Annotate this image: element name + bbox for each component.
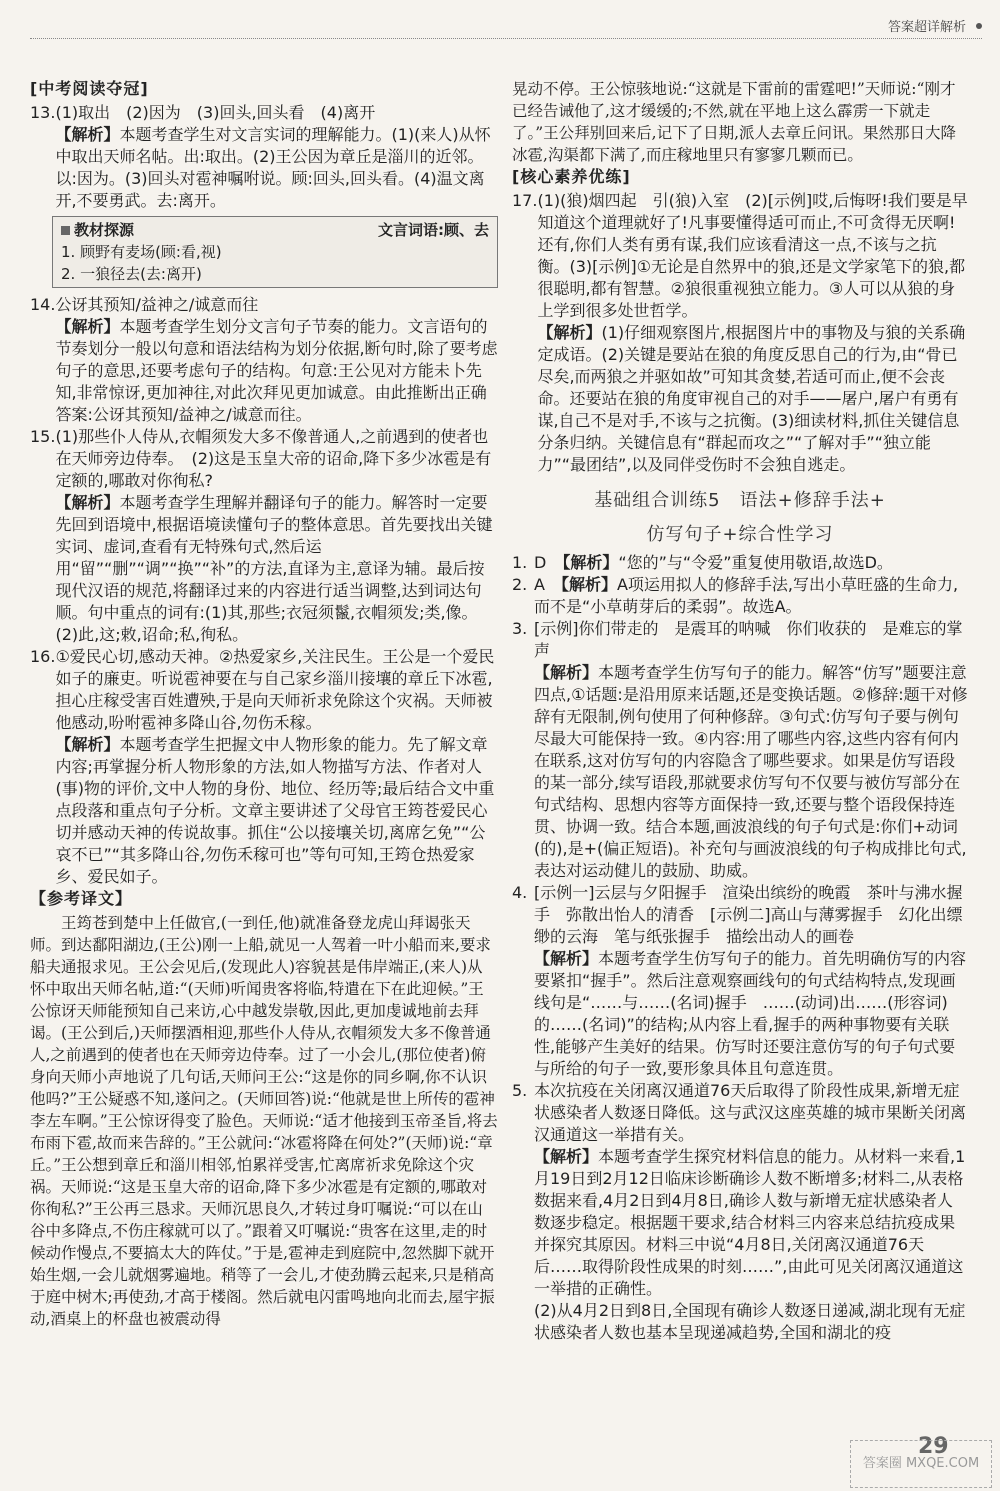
- analysis-text: (1)仔细观察图片,根据图片中的事物及与狼的关系确定成语。(2)关键是要站在狼的角度反思自己的行为,由“骨已尽矣,而两狼之并驱如故”可知其贪婪,若适可而止,便不会丧命。还要站在狼的角度审视自己的对手——屠户,屠户有勇有谋,自己不是对手,不该与之抗衡。(3)细读材料,抓住关键信息分条归纳。关键信息有“群起而攻之”“了解对手”“独立能力”“最团结”,以及同伴受伤时不会独自逃走。: [537, 323, 966, 474]
- answer-2: [512, 574, 968, 618]
- analysis: [537, 322, 968, 476]
- question-number: 3.: [512, 619, 528, 638]
- analysis-tag: 【解析】: [55, 317, 120, 336]
- answer-4: [512, 882, 968, 1080]
- answer-5: [512, 1080, 968, 1344]
- analysis: [534, 662, 968, 882]
- question-number: 4.: [512, 883, 528, 902]
- analysis-tag: 【解析】: [562, 553, 619, 572]
- question-14: [30, 294, 498, 426]
- analysis: [55, 492, 498, 646]
- module-title-line-1: 基础组合训练5 语法+修辞手法+: [594, 490, 886, 511]
- box-line-1: 1. 顾野有麦场(顾:看,视): [61, 243, 222, 261]
- box-label: 教材探源: [74, 221, 135, 239]
- answer-text: (1)取出 (2)因为 (3)回头,回头看 (4)离开: [55, 103, 376, 122]
- analysis-text: 本题考查学生理解并翻译句子的能力。解答时一定要先回到语境中,根据语境读懂句子的整体意思。首先要找出关键实词、虚词,查看有无特殊句式,然后运用“留”“删”“调”“换”“补”的方法,直译为主,意译为辅。最后按现代汉语的规范,将翻译过来的内容进行适当调整,达到词达句顺。句中重点的词有:(1)其,那些;衣冠须鬣,衣帽须发;类,像。(2)此,这;敕,诏命;私,徇私。: [55, 493, 493, 644]
- analysis-tag: 【解析】: [534, 1147, 599, 1166]
- analysis-tag: 【解析】: [560, 575, 617, 594]
- analysis: [55, 316, 498, 426]
- analysis: [534, 948, 968, 1080]
- watermark-logo: 答案圈 MXQE.COM: [850, 1440, 992, 1488]
- answer-text: [示例]你们带走的 是震耳的呐喊 你们收获的 是难忘的掌声: [534, 619, 963, 660]
- answer-text: A: [534, 575, 561, 594]
- analysis-text: 本题考查学生把握文中人物形象的能力。先了解文章内容;再掌握分析人物形象的方法,如人物描写方法、作者对人(事)物的评价,文中人物的身份、地位、经历等;最后结合文中重点段落和重点句子分析。文章主要讲述了父母官王筠苍爱民心切并感动天神的传说故事。抓住“公以接壤关切,离席乞免”“公哀不已”“其多降山谷,勿伤禾稼可也”等句可知,王筠仓热爱家乡、爱民如子。: [55, 735, 495, 886]
- section-title-core: [核心素养优练]: [512, 167, 631, 186]
- analysis-text: 本题考查学生划分文言句子节奏的能力。文言语句的节奏划分一般以句意和语法结构为划分依据,断句时,除了要考虑句子的意思,还要考虑句子的结构。句意:王公见对方能未卜先知,非常惊讶,更加神往,对此次拜见更加诚意。由此推断出正确答案:公讶其预知/益神之/诚意而往。: [55, 317, 498, 424]
- analysis: [55, 734, 498, 888]
- answer-3: [512, 618, 968, 882]
- answer-text: (1)(狼)烟四起 引(狼)入室 (2)[示例]哎,后悔呀!我们要是早知道这个道理就好了!凡事要懂得适可而止,不可贪得无厌啊!还有,你们人类有勇有谋,我们应该看清这一点,不该与之抗衡。(3)[示例]①无论是自然界中的狼,还是文学家笔下的狼,都很聪明,都有智慧。②狼很重视独立能力。③人可以从狼的身上学到很多处世哲学。: [537, 191, 968, 320]
- module-title: [512, 490, 968, 546]
- right-column: [512, 78, 968, 1344]
- answer-text: (1)那些仆人侍从,衣帽须发大多不像普通人,之前遇到的使者也在天师旁边侍奉。 (2)这是玉皇大帝的诏命,降下多少冰雹是有定额的,哪敢对你徇私?: [55, 427, 492, 490]
- reference-translation-continued: 晃动不停。王公惊骇地说:“这就是下雷前的雷霆吧!”天师说:“刚才已经告诫他了,这才缓缓的;不然,就在平地上这么霹雳一下就走了。”王公拜别回来后,记下了日期,派人去章丘问讯。果然那日大降冰雹,沟渠都下满了,而庄稼地里只有寥寥几颗而已。: [512, 80, 957, 164]
- question-16: [30, 646, 498, 888]
- analysis-text: “您的”与“令爱”重复使用敬语,故选D。: [618, 553, 893, 572]
- analysis-text: 本题考查学生对文言实词的理解能力。(1)(来人)从怀中取出天师名帖。出:取出。(2)王公因为章丘是淄川的近邻。以:因为。(3)回头对雹神嘱咐说。顾:回头,回头看。(4)温文离开,不要勇武。去:离开。: [55, 125, 491, 210]
- left-column: [30, 78, 498, 1330]
- header-dot-icon: [976, 23, 982, 29]
- analysis-tag: 【解析】: [55, 493, 120, 512]
- question-number: 14.: [30, 295, 56, 314]
- analysis-text: 本题考查学生仿写句子的能力。首先明确仿写的内容要紧扣“握手”。然后注意观察画线句的句式结构特点,发现画线句是“……与……(名词)握手 ……(动词)出……(形容词)的……(名词)”的结构;从内容上看,握手的两种事物要有关联性,能够产生美好的结果。仿写时还要注意仿写的句子句式要与所给的句子一致,要形象具体且句意连贯。: [534, 949, 967, 1078]
- question-17: [512, 190, 968, 476]
- analysis-tag: 【解析】: [534, 949, 599, 968]
- answer-text: [示例一]云层与夕阳握手 渲染出缤纷的晚霞 茶叶与沸水握手 弥散出怡人的清香 [示例二]高山与薄雾握手 幻化出缥缈的云海 笔与纸张握手 描绘出动人的画卷: [534, 883, 963, 946]
- analysis-text: 本题考查学生探究材料信息的能力。从材料一来看,1月19日到2月12日临床诊断确诊人数不断增多;材料二,从表格数据来看,4月2日到4月8日,确诊人数与新增无症状感染者人数逐步稳定。根据题干要求,结合材料三内容来总结抗疫成果并探究其原因。材料三中说“4月8日,关闭离汉通道76天后……取得阶段性成果的时刻……”,由此可见关闭离汉通道这一举措的正确性。: [534, 1147, 966, 1298]
- question-number: 15.: [30, 427, 56, 446]
- answer-1: [512, 552, 968, 574]
- question-number: 1.: [512, 553, 528, 572]
- analysis-tag: 【解析】: [537, 323, 602, 342]
- answer-extra-text: (2)从4月2日到8日,全国现有确诊人数逐日递减,湖北现有无症状感染者人数也基本呈现递减趋势,全国和湖北的疫: [534, 1301, 966, 1342]
- analysis: [534, 1146, 968, 1300]
- analysis-tag: 【解析】: [534, 663, 599, 682]
- reference-translation-title: 【参考译文】: [30, 889, 133, 908]
- question-number: 5.: [512, 1081, 528, 1100]
- page-number: 29: [918, 1434, 949, 1459]
- answer-text: 本次抗疫在关闭离汉通道76天后取得了阶段性成果,新增无症状感染者人数逐日降低。这与武汉这座英雄的城市果断关闭离汉通道这一举措有关。: [534, 1081, 967, 1144]
- analysis-text: 本题考查学生仿写句子的能力。解答“仿写”题要注意四点,①话题:是沿用原来话题,还是变换话题。②修辞:题干对修辞有无限制,例句使用了何种修辞。③句式:仿写句子要与例句尽最大可能保持一致。④内容:用了哪些内容,这些内容有何内在联系,这对仿写句的内容隐含了哪些要求。如果是仿写语段的某一部分,续写语段,那就要求仿写句不仅要与被仿写部分在句式结构、思想内容等方面保持一致,还要与整个语段保持连贯、协调一致。结合本题,画波浪线的句子句式是:你们+动词(的),是+(偏正短语)。补充句与画波浪线的句子构成排比句式,表达对运动健儿的鼓励、助威。: [534, 663, 968, 880]
- question-number: 13.: [30, 103, 56, 122]
- header-title: 答案超详解析: [887, 20, 966, 35]
- analysis-tag: 【解析】: [55, 735, 120, 754]
- box-line-2: 2. 一狼径去(去:离开): [61, 265, 202, 283]
- analysis: [55, 124, 498, 212]
- answer-text: 公讶其预知/益神之/诚意而往: [55, 295, 259, 314]
- question-number: 16.: [30, 647, 56, 666]
- page-header: [30, 14, 982, 39]
- section-title-reading: [中考阅读夺冠]: [30, 79, 149, 98]
- reference-translation-text: 王筠苍到楚中上任做官,(一到任,他)就准备登龙虎山拜谒张天师。到达鄱阳湖边,(王公)刚一上船,就见一人驾着一叶小船而来,要求船夫通报求见。王公会见后,(发现此人)容貌甚是伟岸端正,(来人)从怀中取出天师名帖,道:“(天师)听闻贵客将临,特遣在下在此迎候。”王公惊讶天师能预知自己来访,心中越发崇敬,因此,更加虔诚地前去拜谒。(王公到后,)天师摆酒相迎,那些仆人侍从,衣帽须发大多不像普通人,之前遇到的使者也在天师旁边侍奉。过了一小会儿,(那位使者)俯身向天师小声地说了几句话,天师问王公:“这是你的同乡啊,你不认识他吗?”王公疑惑不知,遂问之。(天师回答)说:“他就是世上所传的雹神李左车啊。”王公惊讶得变了脸色。天师说:“适才他接到玉帝圣旨,将去布雨下雹,故而来告辞的。”王公就问:“冰雹将降在何处?”(天师)说:“章丘。”王公想到章丘和淄川相邻,怕累祥受害,忙离席祈求免除这个灾祸。天师说:“这是玉皇大帝的诏命,降下多少冰雹是有定额的,哪敢对你徇私?”王公再三恳求。天师沉思良久,才转过身叮嘱说:“可以在山谷中多降点,不伤庄稼就可以了。”跟着又叮嘱说:“贵客在这里,走的时候动作慢点,不要搞太大的阵仗。”于是,雹神走到庭院中,忽然脚下就开始生烟,一会儿就烟雾遍地。稍等了一会儿,才使劲腾云起来,只是稍高于庭中树木;再使劲,才高于楼阁。然后就电闪雷鸣地向北而去,屋宇振动,酒桌上的杯盘也被震动得: [30, 914, 498, 1328]
- question-15: [30, 426, 498, 646]
- question-number: 2.: [512, 575, 528, 594]
- textbook-source-box: [52, 216, 498, 288]
- answer-text: D: [534, 553, 563, 572]
- analysis-tag: 【解析】: [55, 125, 120, 144]
- square-icon: [61, 226, 70, 235]
- analysis-text: A项运用拟人的修辞手法,写出小草旺盛的生命力,而不是“小草萌芽后的柔弱”。故选A。: [534, 575, 959, 616]
- box-topic: 文言词语:顾、去: [378, 221, 489, 239]
- answer-text: ①爱民心切,感动天神。②热爱家乡,关注民生。王公是一个爱民如子的廉吏。听说雹神要在与自己家乡淄川接壤的章丘下冰雹,担心庄稼受害百姓遭殃,于是向天师祈求免除这个灾祸。天师被他感动,吩咐雹神多降山谷,勿伤禾稼。: [55, 647, 495, 732]
- question-number: 17.: [512, 191, 538, 210]
- question-13: [30, 102, 498, 212]
- module-title-line-2: 仿写句子+综合性学习: [646, 524, 834, 545]
